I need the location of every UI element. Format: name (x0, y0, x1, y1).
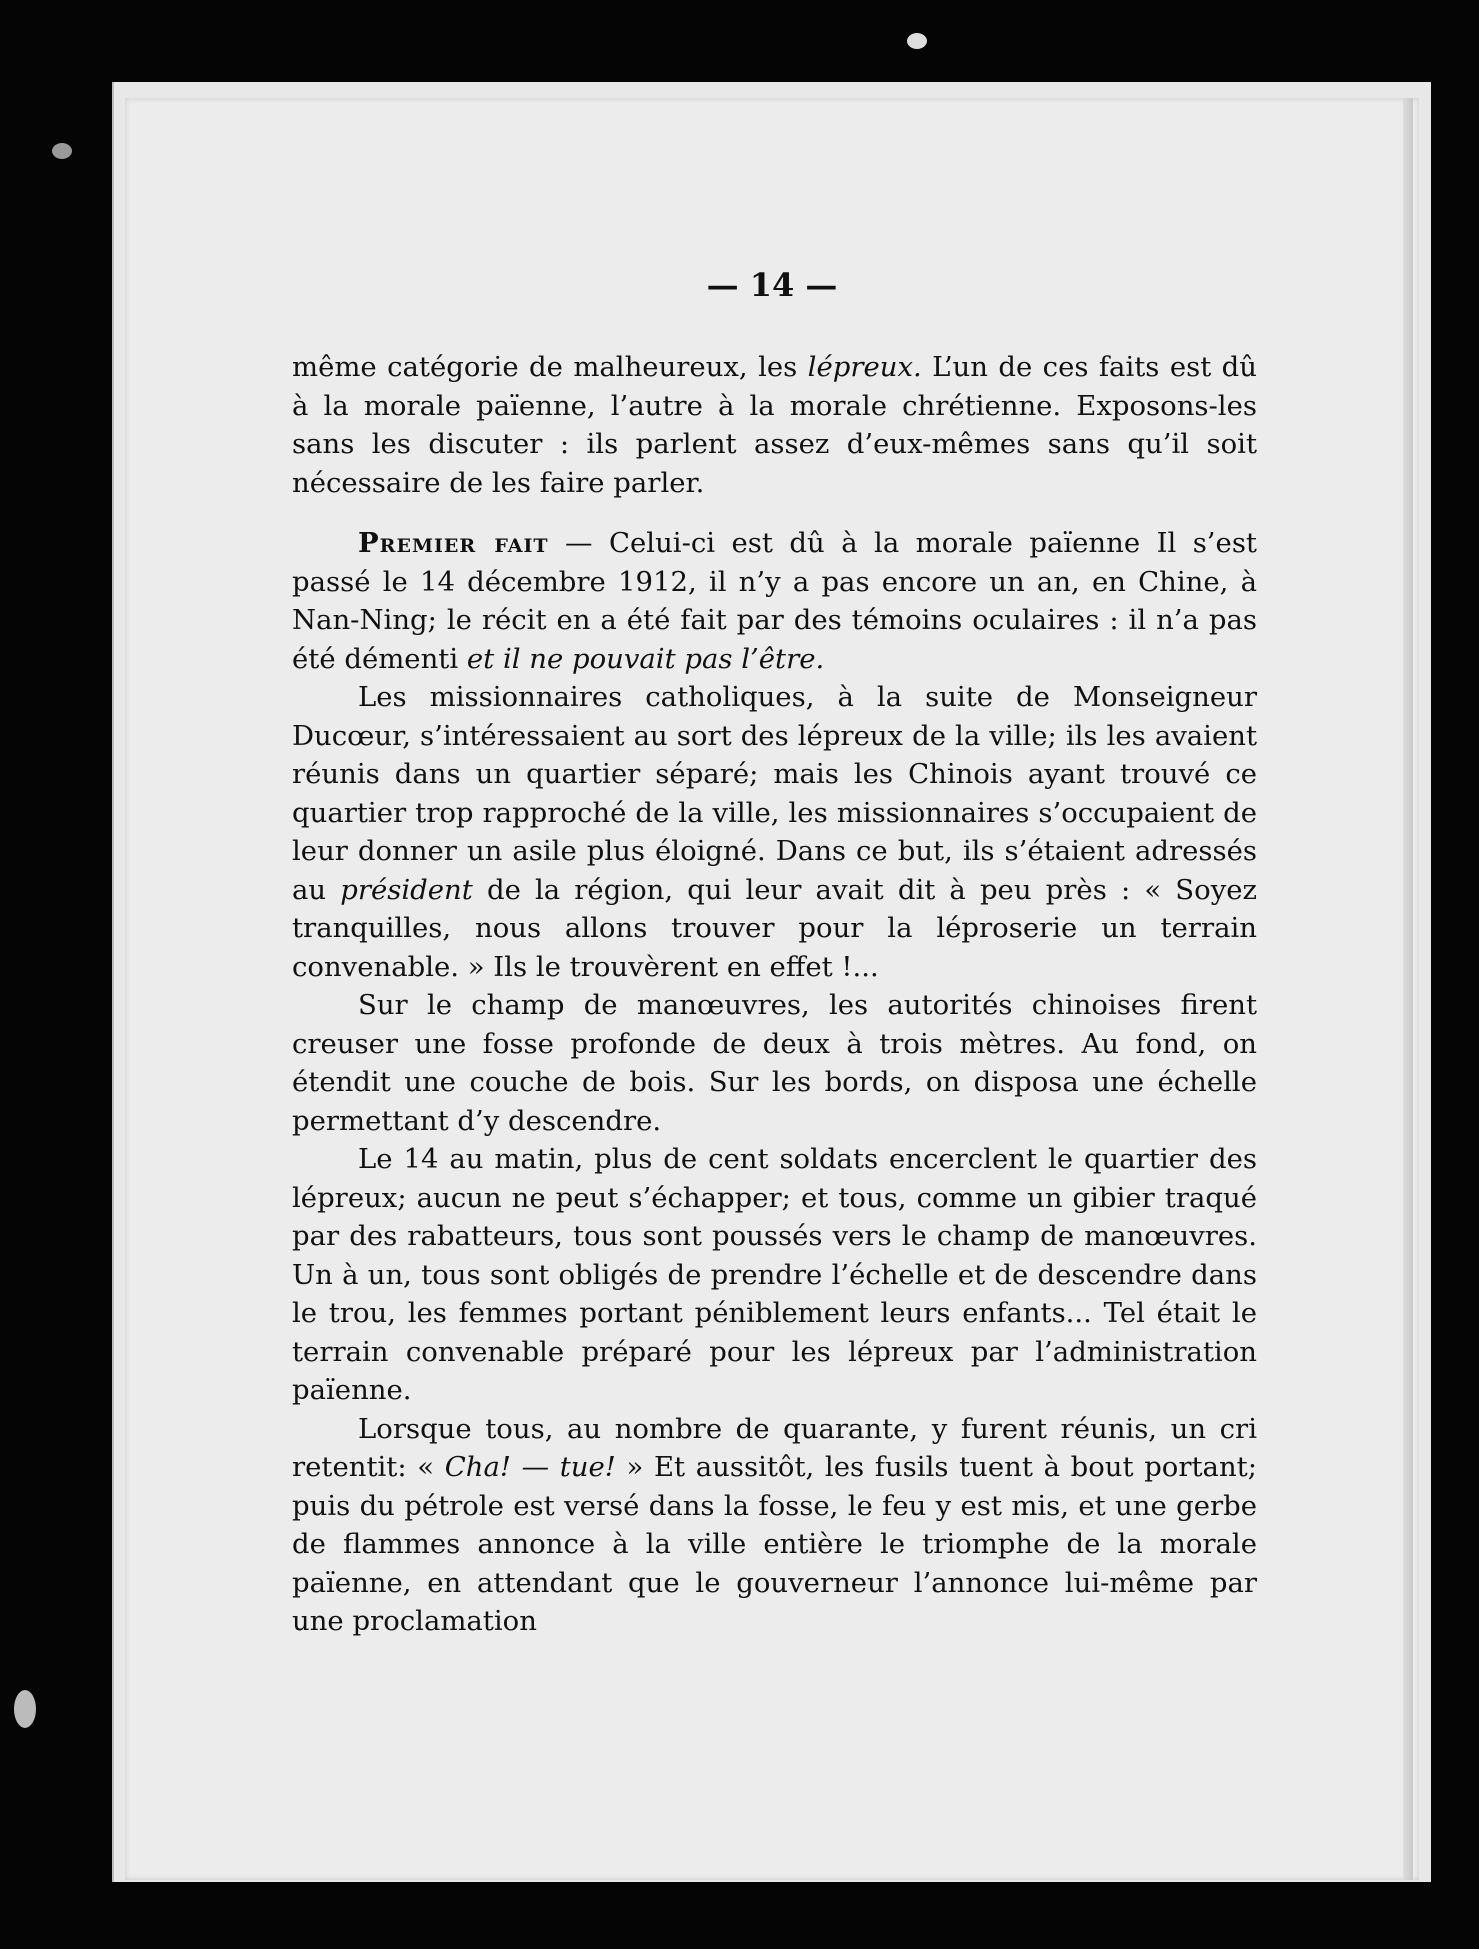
text-run: Le 14 au matin, plus de cent soldats encerclent le quartier des lépreux; aucun ne peut s’échapper; et tous, comme un gibier traqué par des rabatteurs, tous sont poussés vers le champ de manœuvres. Un à un, tous sont obligés de prendre l’échelle et de descendre dans le trou, les femmes portant péniblement leurs enfants... Tel était le terrain convenable préparé pour les lépreux par l’administration païenne. (292, 1143, 1257, 1406)
italic-text: président (340, 873, 473, 906)
paragraph (292, 1140, 1257, 1410)
italic-text: lépreux. (807, 351, 922, 383)
book-page (125, 98, 1419, 1880)
section-label: Premier fait (358, 527, 549, 559)
paragraph (292, 1410, 1257, 1641)
page-body (292, 348, 1257, 1641)
text-run: même catégorie de malheureux, les (292, 351, 808, 383)
page-spine (1403, 98, 1413, 1880)
scan-speck (907, 33, 927, 49)
scan-speck (52, 143, 72, 159)
text-run: de la région, qui leur avait dit à peu près : « Soyez tranquilles, nous allons trouver pour la léproserie un terrain convenable. » Ils le trouvèrent en effet !... (292, 873, 1257, 983)
scan-speck (14, 1690, 36, 1728)
paragraph (292, 986, 1257, 1140)
text-run: Sur le champ de manœuvres, les autorités chinoises firent creuser une fosse profonde de deux à trois mètres. Au fond, on étendit une couche de bois. Sur les bords, on disposa une échelle permettant d’y descendre. (292, 989, 1257, 1137)
text-run: Lorsque tous, au nombre de quarante, y furent réunis, un cri retentit: « (292, 1412, 1257, 1483)
italic-text: et il ne pouvait pas l’être. (466, 642, 825, 675)
text-run: » Et aussitôt, les fusils tuent à bout portant; puis du pétrole est versé dans la fosse, le feu y est mis, et une gerbe de flammes annonce à la ville entière le triomphe de la morale païenne, en attendant que le gouverneur l’annonce lui-même par une proclamation (292, 1451, 1257, 1637)
text-run: L’un de ces faits est dû à la morale païenne, l’autre à la morale chrétienne. Exposons-les sans les discuter : ils parlent assez d’eux-mêmes sans qu’il soit nécessaire de les faire parler. (292, 351, 1257, 499)
paragraph (292, 678, 1257, 986)
paragraph (292, 524, 1257, 678)
text-run: Les missionnaires catholiques, à la suite de Monseigneur Ducœur, s’intéressaient au sort des lépreux de la ville; ils les avaient réunis dans un quartier séparé; mais les Chinois ayant trouvé ce quartier trop rapproché de la ville, les missionnaires s’occupaient de leur donner un asile plus éloigné. Dans ce but, ils s’étaient adressés au (292, 681, 1257, 906)
page-number: — 14 — (706, 266, 838, 304)
paragraph (292, 348, 1257, 502)
italic-text: Cha! — tue! (444, 1451, 616, 1483)
text-run: — Celui-ci est dû à la morale païenne Il s’est passé le 14 décembre 1912, il n’y a pas encore un an, en Chine, à Nan-Ning; le récit en a été fait par des témoins oculaires : il n’a pas été démenti (292, 527, 1257, 675)
